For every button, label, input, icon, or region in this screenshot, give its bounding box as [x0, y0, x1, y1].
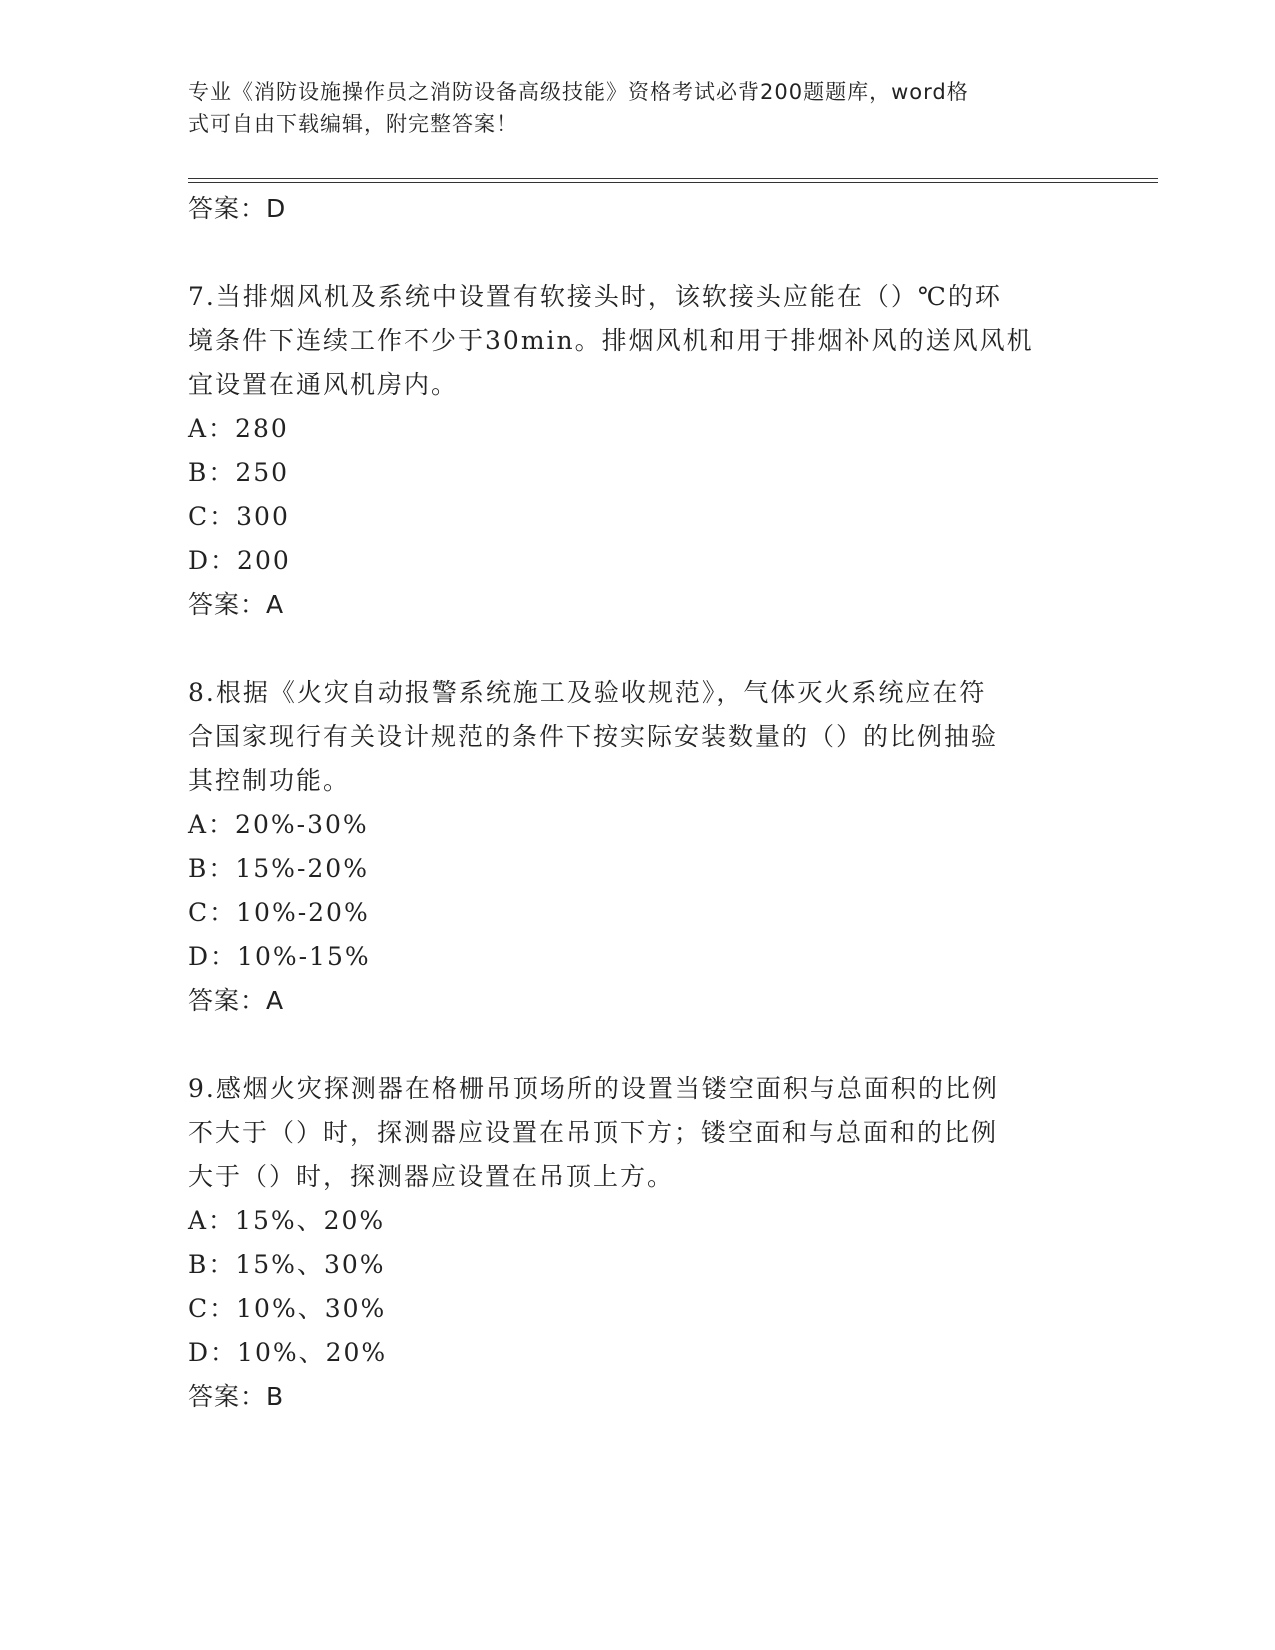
option-a: A：20%-30% — [188, 810, 369, 839]
question-stem-line: 8.根据《火灾自动报警系统施工及验收规范》，气体灭火系统应在符 — [188, 678, 987, 707]
option-a: A：15%、20% — [188, 1206, 386, 1235]
previous-answer: 答案：D — [188, 194, 287, 223]
question-stem-line: 合国家现行有关设计规范的条件下按实际安装数量的（）的比例抽验 — [188, 722, 999, 751]
question-stem-line: 宜设置在通风机房内。 — [188, 370, 459, 399]
option-c: C：300 — [188, 502, 290, 531]
question-stem-line: 不大于（）时，探测器应设置在吊顶下方；镂空面和与总面和的比例 — [188, 1118, 999, 1147]
option-b: B：250 — [188, 458, 290, 487]
header-line-2: 式可自由下载编辑，附完整答案！ — [188, 112, 518, 136]
option-b: B：15%-20% — [188, 854, 369, 883]
header-divider-top — [188, 178, 1158, 179]
option-d: D：10%-15% — [188, 942, 371, 971]
header-line-1: 专业《消防设施操作员之消防设备高级技能》资格考试必背200题题库，word格 — [188, 80, 969, 104]
answer: 答案：A — [188, 590, 285, 619]
option-c: C：10%-20% — [188, 898, 370, 927]
option-b: B：15%、30% — [188, 1250, 386, 1279]
question-stem-line: 7.当排烟风机及系统中设置有软接头时，该软接头应能在（）℃的环 — [188, 282, 1002, 311]
answer: 答案：B — [188, 1382, 285, 1411]
option-a: A：280 — [188, 414, 289, 443]
option-d: D：200 — [188, 546, 291, 575]
question-stem-line: 境条件下连续工作不少于30min。排烟风机和用于排烟补风的送风风机 — [188, 326, 1034, 355]
question-stem-line: 大于（）时，探测器应设置在吊顶上方。 — [188, 1162, 675, 1191]
question-stem-line: 9.感烟火灾探测器在格栅吊顶场所的设置当镂空面积与总面积的比例 — [188, 1074, 999, 1103]
question-stem-line: 其控制功能。 — [188, 766, 351, 795]
option-c: C：10%、30% — [188, 1294, 387, 1323]
answer: 答案：A — [188, 986, 285, 1015]
header-divider-bottom — [188, 182, 1158, 183]
option-d: D：10%、20% — [188, 1338, 388, 1367]
document-header — [188, 76, 1068, 140]
